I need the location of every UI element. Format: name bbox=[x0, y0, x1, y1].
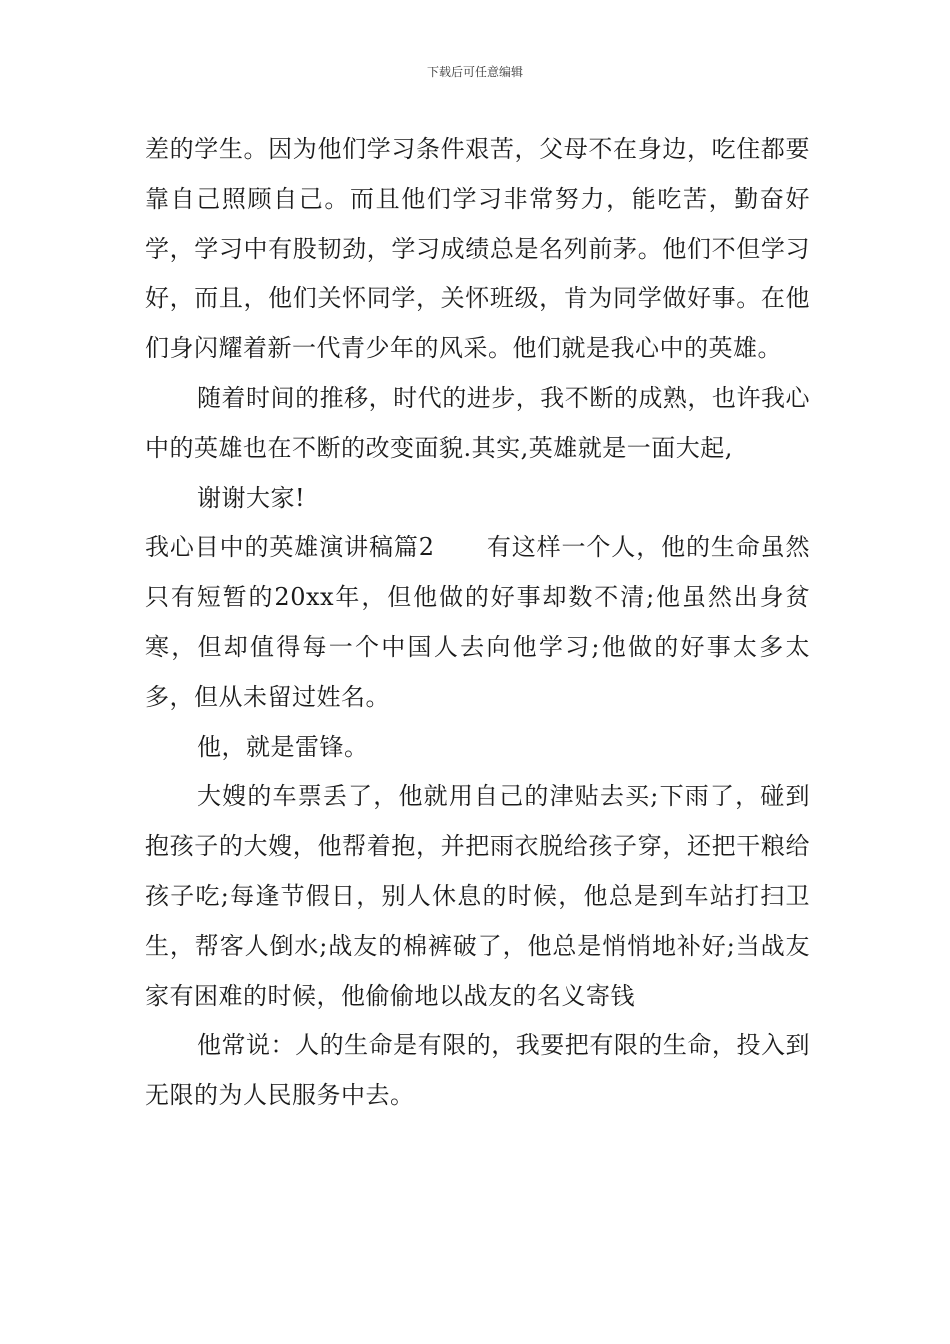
paragraph-continued: 差的学生。因为他们学习条件艰苦，父母不在身边，吃住都要靠自己照顾自己。而且他们学习非常努力，能吃苦，勤奋好学，学习中有股韧劲，学习成绩总是名列前茅。他们不但学习好，而且，他们关怀同学，关怀班级，肯为同学做好事。在他们身闪耀着新一代青少年的风采。他们就是我心中的英雄。 bbox=[145, 135, 810, 363]
paragraph: 他，就是雷锋。 bbox=[197, 732, 369, 761]
page-header-note: 下载后可任意编辑 bbox=[426, 65, 523, 79]
paragraph: 随着时间的推移，时代的进步，我不断的成熟，也许我心中的英雄也在不断的改变面貌.其实,英雄就是一面大起, bbox=[145, 383, 810, 462]
paragraph: 大嫂的车票丢了，他就用自己的津贴去买;下雨了，碰到抱孩子的大嫂，他帮着抱，并把雨衣脱给孩子穿，还把干粮给孩子吃;每逢节假日，别人休息的时候，他总是到车站打扫卫生，帮客人倒水;战友的棉裤破了，他总是悄悄地补好;当战友家有困难的时候，他偷偷地以战友的名义寄钱 bbox=[145, 782, 810, 1010]
section-title: 我心目中的英雄演讲稿篇2 bbox=[145, 533, 435, 562]
section-title-line bbox=[145, 523, 810, 722]
paragraph: 他常说：人的生命是有限的，我要把有限的生命，投入到无限的为人民服务中去。 bbox=[145, 1031, 810, 1110]
document-body bbox=[145, 125, 810, 1121]
paragraph-intro: 有这样一个人，他的生命虽然只有短暂的20xx年，但他做的好事却数不清;他虽然出身贫寒，但却值得每一个中国人去向他学习;他做的好事太多太多，但从未留过姓名。 bbox=[145, 533, 810, 711]
paragraph-thanks: 谢谢大家! bbox=[197, 483, 306, 512]
